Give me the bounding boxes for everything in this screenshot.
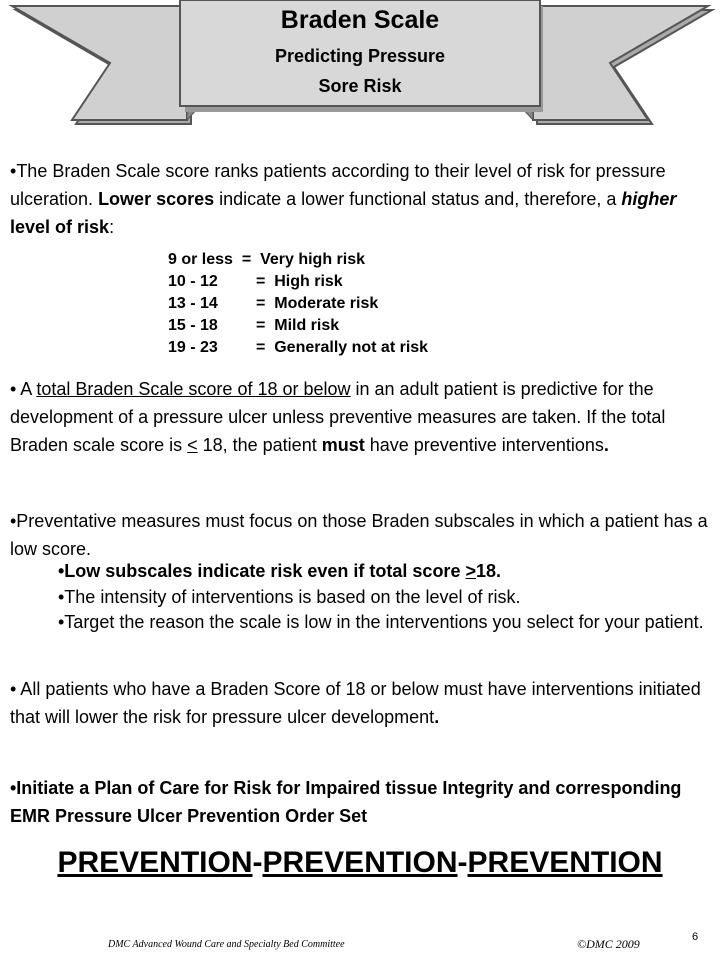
risk-row [168, 249, 428, 271]
level-of-risk-text: level of risk [10, 217, 110, 237]
less-or-equal-symbol: < [187, 435, 198, 455]
risk-row [168, 337, 428, 359]
total-score-paragraph [10, 375, 710, 459]
risk-range: 10 - 12 [168, 273, 218, 290]
title-banner [0, 0, 720, 135]
prevention-heading [0, 846, 720, 880]
page-number: 6 [692, 931, 699, 943]
risk-separator: = [232, 251, 261, 268]
intro-colon: : [109, 217, 115, 237]
risk-separator: = [256, 295, 275, 312]
bullet: • [10, 161, 17, 181]
risk-range: 19 - 23 [168, 339, 218, 356]
subscale-bullet-3: •Target the reason the scale is low in the interventions you select for your patient. [58, 612, 704, 632]
risk-separator: = [256, 339, 275, 356]
risk-row [168, 315, 428, 337]
prevention-dash: - [457, 846, 468, 879]
risk-separator: = [256, 317, 275, 334]
must-text: must [321, 435, 365, 455]
higher-text: higher [621, 189, 677, 209]
preventative-paragraph: •Preventative measures must focus on those Braden subscales in which a patient has a low score. [10, 511, 708, 559]
prevention-word: PREVENTION [57, 846, 253, 879]
banner-subtitle-line1: Predicting Pressure [274, 46, 446, 66]
risk-row [168, 293, 428, 315]
banner-subtitle-line2: Sore Risk [318, 76, 402, 96]
plan-of-care-paragraph: •Initiate a Plan of Care for Risk for Impaired tissue Integrity and corresponding EMR Pressure Ulcer Prevention Order Set [10, 778, 682, 826]
all-patients-text: • All patients who have a Braden Score of 18 or below must have interventions initiated that will lower the risk for pressure ulcer development [10, 679, 701, 727]
risk-range: 9 or less [168, 251, 233, 268]
all-patients-period: . [434, 707, 440, 727]
total-text-cont: 18, the patient [197, 435, 322, 455]
total-lead: • A [10, 379, 37, 399]
greater-or-equal-symbol: > [465, 561, 476, 581]
risk-label: Generally not at risk [274, 339, 429, 356]
all-patients-paragraph [10, 675, 710, 731]
risk-label: Very high risk [260, 251, 365, 268]
subscale-text: •Low subscales indicate risk even if total score [58, 561, 466, 581]
subscale-text-end: 18. [475, 561, 501, 581]
subscale-bullet-2: •The intensity of interventions is based on the level of risk. [58, 587, 521, 607]
risk-label: Moderate risk [274, 295, 379, 312]
risk-row [168, 271, 428, 293]
intro-text: The Braden Scale score ranks patients according to their level of risk for pressure ulceration. [10, 161, 666, 209]
total-text: in an adult patient is predictive for the development of a pressure ulcer unless preventive measures are taken. If the total Braden scale score is [10, 379, 666, 455]
total-text-end: have preventive interventions [364, 435, 604, 455]
total-period: . [603, 435, 609, 455]
risk-range: 15 - 18 [168, 317, 218, 334]
footer-copyright: ©DMC 2009 [577, 937, 640, 951]
risk-label: Mild risk [274, 317, 340, 334]
footer-committee: DMC Advanced Wound Care and Specialty Bed Committee [108, 939, 345, 950]
banner-title: Braden Scale [280, 6, 440, 34]
prevention-word: PREVENTION [262, 846, 458, 879]
total-score-underlined: total Braden Scale score of 18 or below [36, 379, 351, 399]
risk-separator: = [256, 273, 275, 290]
intro-paragraph [10, 157, 710, 241]
risk-range: 13 - 14 [168, 295, 218, 312]
prevention-word: PREVENTION [467, 846, 663, 879]
prevention-dash: - [252, 846, 263, 879]
risk-scale-list [168, 249, 428, 359]
risk-label: High risk [274, 273, 343, 290]
intro-text-cont: indicate a lower functional status and, therefore, a [214, 189, 622, 209]
lower-scores-text: Lower scores [98, 189, 215, 209]
subscale-bullet-1 [58, 558, 713, 584]
